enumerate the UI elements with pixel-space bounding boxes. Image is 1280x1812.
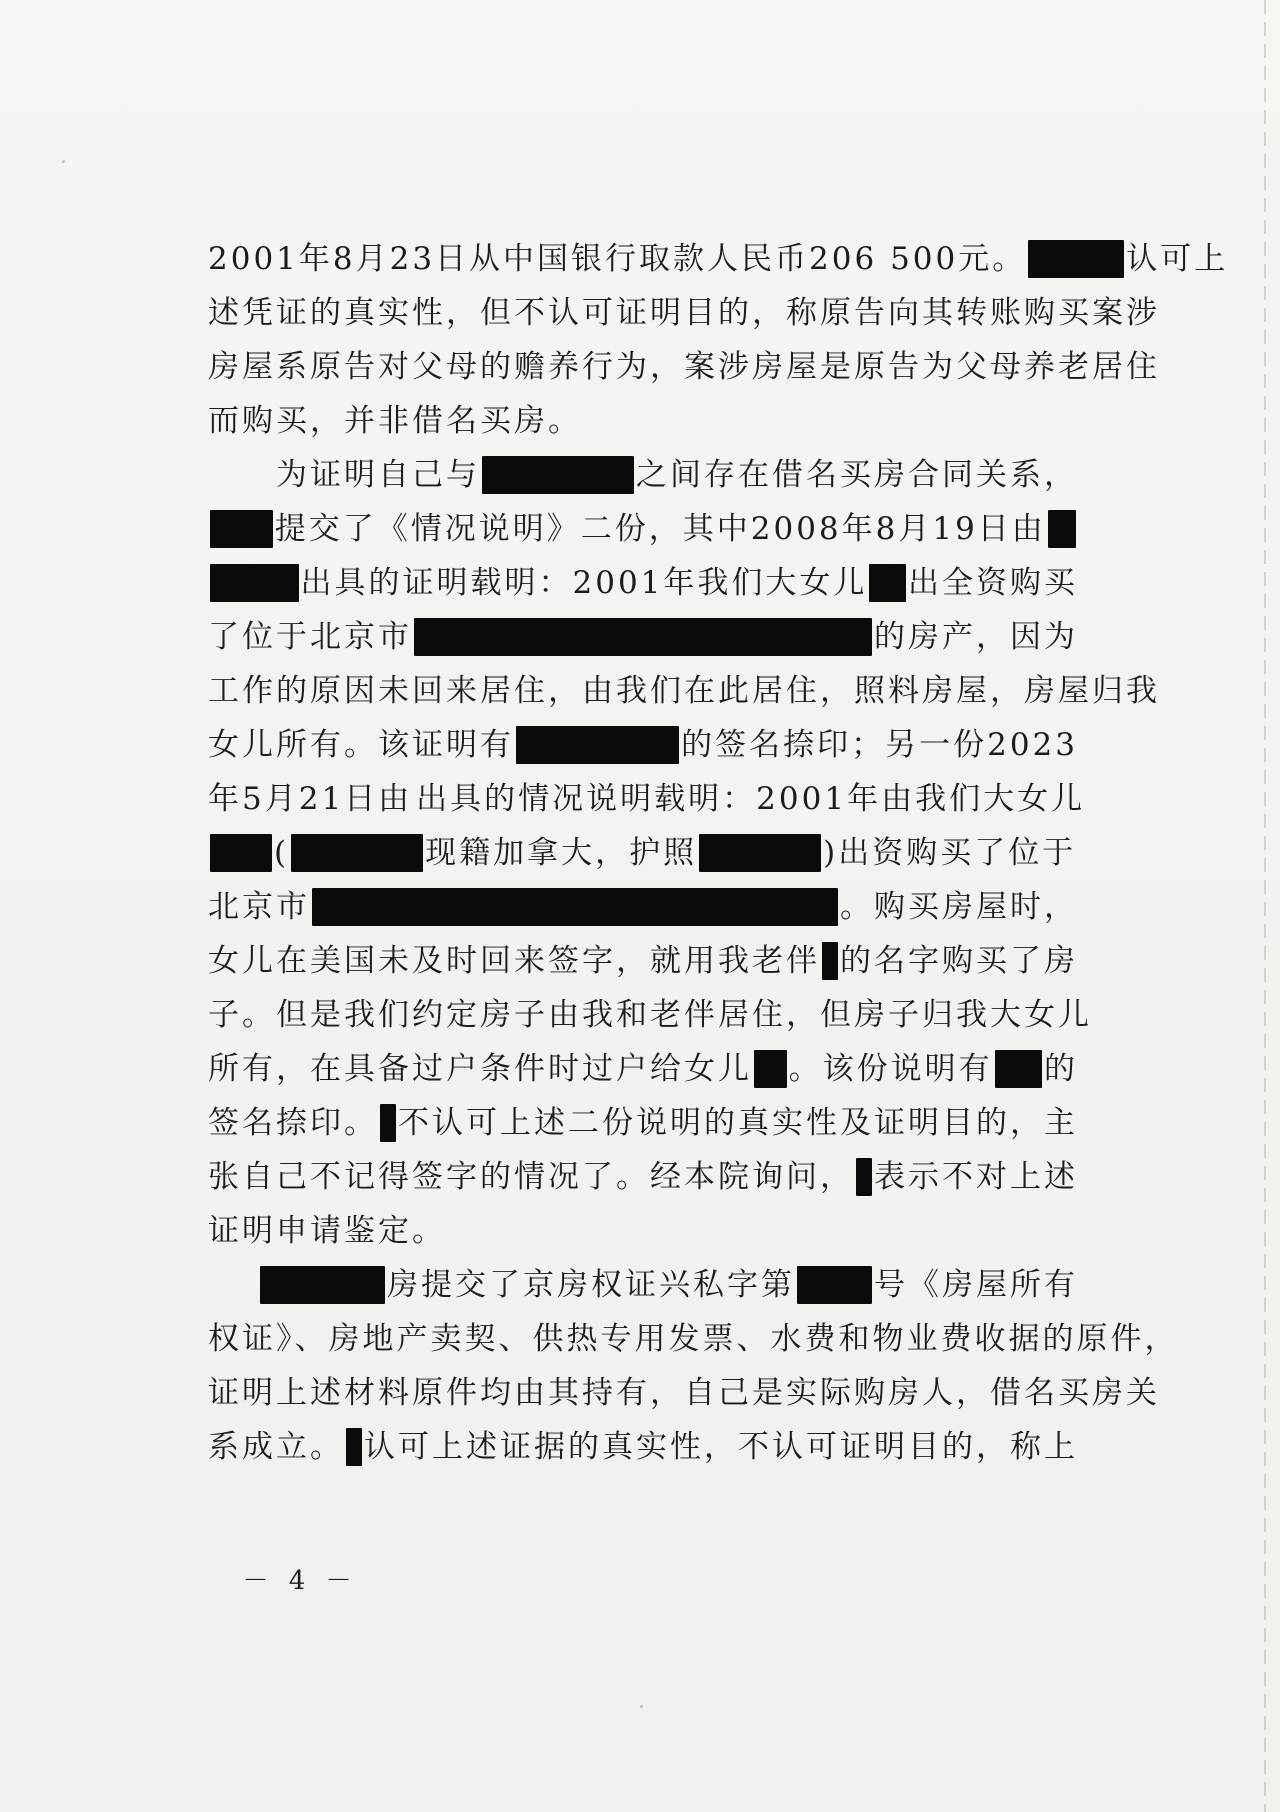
text-run: 出具的情况说明载明：2001年由我们大女儿 [416, 781, 1086, 817]
text-line [208, 718, 1078, 772]
redaction-bar [822, 942, 838, 980]
text-line [208, 502, 1078, 556]
text-line [208, 1258, 1078, 1312]
text-run: 证明上述材料原件均由其持有，自己是实际购房人，借名买房关 [208, 1375, 1160, 1411]
text-run: 的名字购买了房 [840, 943, 1078, 979]
text-run: 了位于北京市 [208, 619, 412, 655]
redaction-bar [291, 834, 423, 872]
text-run: )出资购买了位于 [823, 835, 1077, 871]
text-run: 系成立。 [208, 1429, 344, 1465]
page-number: － 4 － [242, 1566, 358, 1596]
text-line [208, 664, 1160, 718]
text-run: 出具的证明载明：2001年我们大女儿 [300, 565, 868, 601]
text-run: 的房产，因为 [874, 619, 1078, 655]
redaction-bar [312, 888, 838, 926]
text-line [208, 556, 1078, 610]
text-run: 号《房屋所有 [874, 1267, 1078, 1303]
text-line [208, 1150, 1078, 1204]
text-run: 表示不对上述 [874, 1159, 1078, 1195]
text-run: 工作的原因未回来居住，由我们在此居住，照料房屋，房屋归我 [208, 673, 1160, 709]
text-run: 述凭证的真实性，但不认可证明目的，称原告向其转账购买案涉 [208, 295, 1160, 331]
text-run: 出全资购买 [908, 565, 1078, 601]
redaction-bar [210, 564, 299, 602]
text-line [208, 1096, 1078, 1150]
text-line [208, 340, 1160, 394]
text-run: 之间存在借名买房合同关系， [636, 457, 1078, 493]
text-run: 而购买，并非借名买房。 [208, 403, 582, 439]
redaction-bar [210, 834, 272, 872]
text-run: 2001年8月23日从中国银行取款人民币206 500元。 [208, 241, 1027, 277]
redaction-bar [995, 1050, 1042, 1088]
text-line [208, 934, 1078, 988]
text-run: 的签名捺印；另一份2023 [681, 727, 1078, 763]
text-run: 房提交了京房权证兴私字第 [387, 1267, 795, 1303]
scan-edge [1264, 0, 1266, 1812]
text-line [208, 1312, 1179, 1366]
text-line [208, 448, 1078, 502]
text-run: 为证明自己与 [276, 457, 480, 493]
text-run: 权证》、房地产卖契、供热专用发票、水费和物业费收据的原件， [208, 1321, 1179, 1357]
text-run: 。该份说明有 [788, 1051, 993, 1087]
scan-speck [640, 1705, 643, 1708]
text-run: 不认可上述二份说明的真实性及证明目的，主 [398, 1105, 1078, 1141]
text-line [208, 1420, 1078, 1474]
text-run: 提交了《情况说明》二份，其中2008年8月19日由 [274, 511, 1046, 547]
text-run: 认可上 [1126, 241, 1229, 277]
text-run: 所有，在具备过户条件时过户给女儿 [208, 1051, 752, 1087]
redaction-bar [414, 618, 872, 656]
redaction-bar [1028, 240, 1124, 278]
redaction-bar [797, 1266, 872, 1304]
text-run: 房屋系原告对父母的赡养行为，案涉房屋是原告为父母养老居住 [208, 349, 1160, 385]
text-run: 现籍加拿大，护照 [425, 835, 698, 871]
text-line [208, 610, 1078, 664]
text-line [208, 394, 1078, 448]
redaction-bar [516, 726, 679, 764]
redaction-bar [1048, 510, 1076, 548]
text-run: 子。但是我们约定房子由我和老伴居住，但房子归我大女儿 [208, 997, 1092, 1033]
text-line [208, 1366, 1160, 1420]
text-line [208, 232, 1229, 286]
text-run: 女儿所有。该证明有 [208, 727, 514, 763]
text-run: 的 [1044, 1051, 1078, 1087]
redaction-bar [482, 456, 634, 494]
text-line [208, 826, 1078, 880]
redaction-bar [210, 510, 273, 548]
text-line [208, 1042, 1078, 1096]
text-run: 。购买房屋时， [840, 889, 1078, 925]
text-run: 张自己不记得签字的情况了。经本院询问， [208, 1159, 854, 1195]
text-run: 签名捺印。 [208, 1105, 378, 1141]
text-run: 年5月21日由 [208, 781, 413, 817]
text-run: 北京市 [208, 889, 310, 925]
scan-speck [62, 160, 65, 163]
document-body [208, 232, 1229, 1474]
redaction-bar [856, 1158, 872, 1196]
redaction-bar [699, 834, 821, 872]
redaction-bar [260, 1266, 385, 1304]
text-line [208, 880, 1078, 934]
redaction-bar [346, 1428, 362, 1466]
text-line [208, 988, 1092, 1042]
text-line [208, 772, 1086, 826]
redaction-bar [754, 1050, 787, 1088]
text-run: 女儿在美国未及时回来签字，就用我老伴 [208, 943, 820, 979]
text-line [208, 1204, 1078, 1258]
redaction-bar [380, 1104, 396, 1142]
text-run: 证明申请鉴定。 [208, 1213, 446, 1249]
text-run: 认可上述证据的真实性，不认可证明目的，称上 [364, 1429, 1078, 1465]
text-run: ( [274, 835, 290, 871]
redaction-bar [869, 564, 906, 602]
text-line [208, 286, 1160, 340]
